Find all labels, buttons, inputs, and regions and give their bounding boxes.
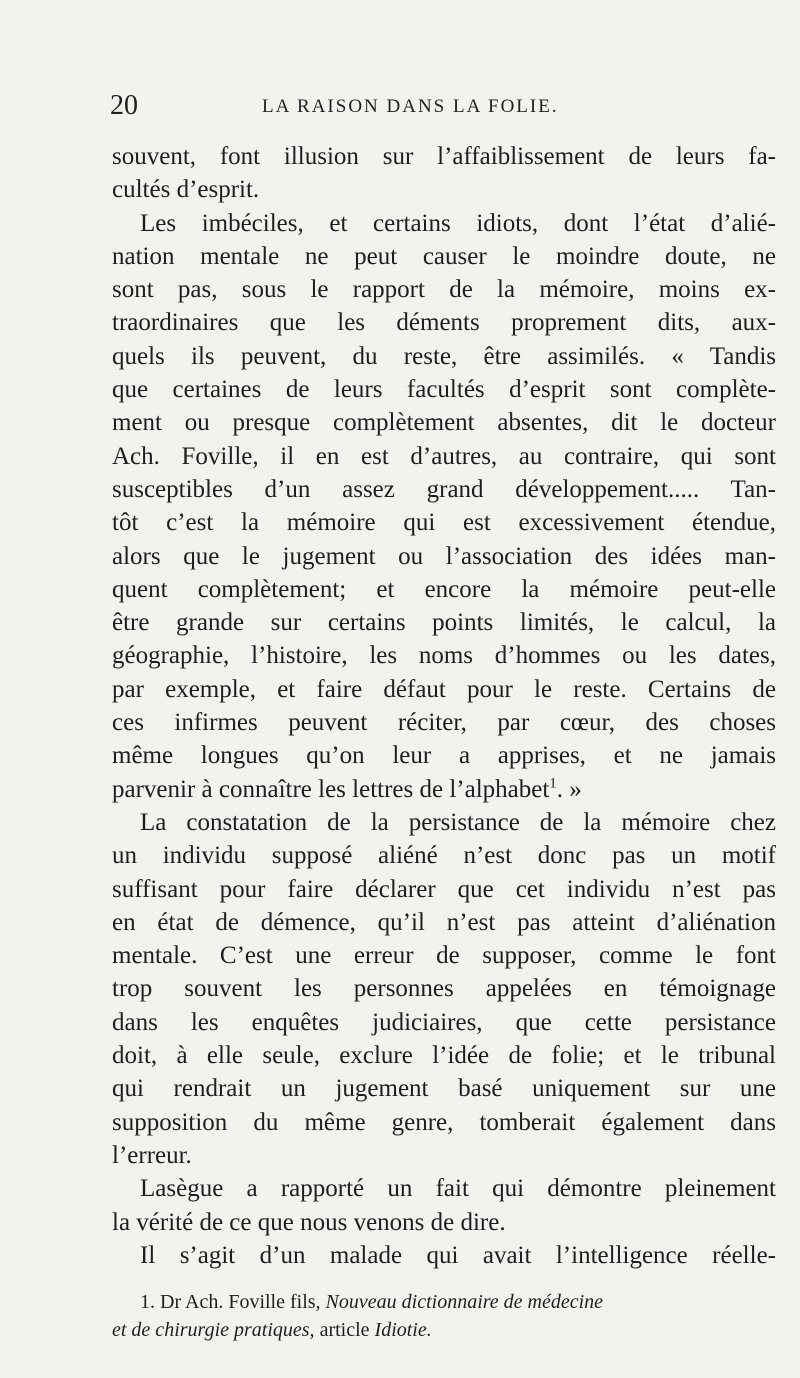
- text-line: un individu supposé aliéné n’est donc pas un motif: [112, 842, 776, 870]
- footnote: [112, 1288, 776, 1344]
- page-number: 20: [110, 90, 138, 121]
- text-line: La constatation de la persistance de la mémoire chez: [140, 808, 776, 836]
- text-line: que certaines de leurs facultés d’esprit sont complète-: [112, 376, 776, 404]
- text-line: Ach. Foville, il en est d’autres, au contraire, qui sont: [112, 442, 776, 470]
- text-line: mentale. C’est une erreur de supposer, comme le font: [112, 942, 776, 970]
- footnote-article: Idiotie.: [374, 1319, 432, 1342]
- text-line: traordinaires que les déments proprement dits, aux-: [112, 309, 776, 337]
- text-line: doit, à elle seule, exclure l’idée de folie; et le tribunal: [112, 1042, 776, 1070]
- text-line: par exemple, et faire défaut pour le reste. Certains de: [112, 675, 776, 703]
- text-line: quent complètement; et encore la mémoire peut-elle: [112, 575, 776, 603]
- text-line: Les imbéciles, et certains idiots, dont l’état d’alié-: [140, 209, 776, 237]
- running-head: LA RAISON DANS LA FOLIE.: [262, 96, 559, 117]
- text-line: supposition du même genre, tomberait également dans: [112, 1108, 776, 1136]
- footnote-line: [112, 1288, 776, 1316]
- text-line: cultés d’esprit.: [112, 176, 260, 204]
- footnote-article-label: article: [319, 1319, 370, 1342]
- footnote-number: 1.: [140, 1291, 155, 1314]
- text-line: la vérité de ce que nous venons de dire.: [112, 1208, 506, 1236]
- text-line: trop souvent les personnes appelées en témoignage: [112, 975, 776, 1003]
- body-text: [112, 140, 776, 1272]
- footnote-title: Nouveau dictionnaire de médecine: [325, 1291, 604, 1314]
- text-line: quels ils peuvent, du reste, être assimilés. « Tandis: [112, 342, 776, 370]
- text-line: suffisant pour faire déclarer que cet individu n’est pas: [112, 875, 776, 903]
- paragraph: [112, 1239, 776, 1272]
- text-line: géographie, l’histoire, les noms d’hommes ou les dates,: [112, 642, 776, 670]
- text-line: être grande sur certains points limités, le calcul, la: [112, 609, 776, 637]
- text-line: Lasègue a rapporté un fait qui démontre pleinement: [140, 1175, 776, 1203]
- paragraph: [112, 1172, 776, 1239]
- text-line: [112, 773, 776, 806]
- page-header: [112, 88, 776, 128]
- text-line: tôt c’est la mémoire qui est excessivement étendue,: [112, 509, 776, 537]
- text-line: ment ou presque complètement absentes, dit le docteur: [112, 409, 776, 437]
- footnote-reference[interactable]: 1: [549, 775, 557, 792]
- footnote-line: [112, 1316, 776, 1344]
- text-line: même longues qu’on leur a apprises, et ne jamais: [112, 742, 776, 770]
- paragraph: [112, 140, 776, 207]
- footnote-title-continued: et de chirurgie pratiques,: [112, 1319, 315, 1342]
- text-line: nation mentale ne peut causer le moindre doute, ne: [112, 242, 776, 270]
- text-line-content: parvenir à connaître les lettres de l’alphabet: [112, 775, 550, 803]
- text-line-end: . »: [556, 775, 582, 803]
- text-line: qui rendrait un jugement basé uniquement sur une: [112, 1075, 776, 1103]
- footnote-author: Dr Ach. Foville fils,: [160, 1291, 321, 1314]
- book-page: [112, 88, 776, 1344]
- paragraph: [112, 207, 776, 806]
- text-line: alors que le jugement ou l’association des idées man-: [112, 542, 776, 570]
- paragraph: [112, 806, 776, 1172]
- text-line: Il s’agit d’un malade qui avait l’intelligence réelle-: [140, 1241, 776, 1269]
- text-line: susceptibles d’un assez grand développement..... Tan-: [112, 475, 776, 503]
- text-line: l’erreur.: [112, 1141, 192, 1169]
- text-line: sont pas, sous le rapport de la mémoire, moins ex-: [112, 276, 776, 304]
- text-line: souvent, font illusion sur l’affaiblissement de leurs fa-: [112, 143, 776, 170]
- text-line: ces infirmes peuvent réciter, par cœur, des choses: [112, 709, 776, 737]
- text-line: dans les enquêtes judiciaires, que cette persistance: [112, 1008, 776, 1036]
- text-line: en état de démence, qu’il n’est pas atteint d’aliénation: [112, 908, 776, 936]
